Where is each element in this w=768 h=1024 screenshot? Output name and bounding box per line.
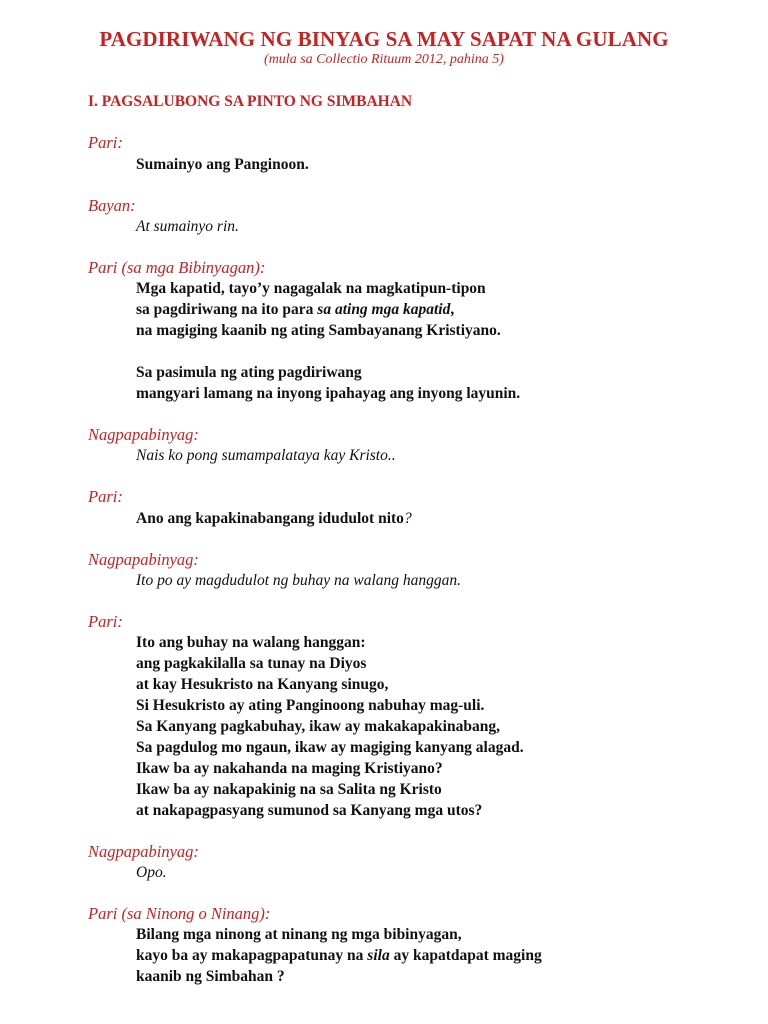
text-line: kaanib ng Simbahan ? bbox=[136, 968, 285, 985]
text-line: Sa pagdulog mo ngaun, ikaw ay magiging kanyang alagad. bbox=[136, 739, 524, 756]
text-line: mangyari lamang na inyong ipahayag ang inyong layunin. bbox=[136, 385, 521, 402]
text-line: Mga kapatid, tayo’y nagagalak na magkatipun-tipon bbox=[136, 280, 486, 297]
text-line: Si Hesukristo ay ating Panginoong nabuhay mag-uli. bbox=[136, 697, 485, 714]
text-segment: ay kapatdapat maging bbox=[389, 947, 542, 964]
text-segment-emphasis: ? bbox=[403, 510, 412, 527]
text-line: Ito po ay magdudulot ng buhay na walang hanggan. bbox=[136, 572, 462, 589]
document-subtitle: (mula sa Collectio Rituum 2012, pahina 5) bbox=[264, 52, 504, 67]
text-line bbox=[136, 947, 542, 965]
text-line: na magiging kaanib ng ating Sambayanang Kristiyano. bbox=[136, 322, 501, 339]
text-line: At sumainyo rin. bbox=[136, 218, 239, 235]
speaker-label: Bayan: bbox=[88, 196, 136, 215]
text-line: Ito ang buhay na walang hanggan: bbox=[136, 634, 366, 651]
document-title: PAGDIRIWANG NG BINYAG SA MAY SAPAT NA GULANG bbox=[99, 27, 669, 51]
text-line: Ikaw ba ay nakahanda na maging Kristiyano? bbox=[136, 760, 443, 777]
speaker-label: Pari: bbox=[88, 612, 123, 631]
text-line: at kay Hesukristo na Kanyang sinugo, bbox=[136, 676, 389, 693]
speaker-label: Nagpapabinyag: bbox=[88, 842, 199, 861]
text-line: ang pagkakilalla sa tunay na Diyos bbox=[136, 655, 367, 672]
text-line: at nakapagpasyang sumunod sa Kanyang mga utos? bbox=[136, 802, 483, 819]
speaker-label: Pari: bbox=[88, 487, 123, 506]
text-line: Sumainyo ang Panginoon. bbox=[136, 156, 309, 173]
text-segment-emphasis: sila bbox=[367, 947, 390, 964]
text-line: Nais ko pong sumampalataya kay Kristo.. bbox=[136, 447, 396, 464]
text-segment: kayo ba ay makapagpapatunay na bbox=[136, 947, 368, 964]
text-line bbox=[136, 510, 412, 528]
section-heading: I. PAGSALUBONG SA PINTO NG SIMBAHAN bbox=[88, 93, 413, 110]
speaker-label: Nagpapabinyag: bbox=[88, 550, 199, 569]
speaker-label: Pari: bbox=[88, 133, 123, 152]
text-line: Sa pasimula ng ating pagdiriwang bbox=[136, 364, 362, 381]
text-line: Ikaw ba ay nakapakinig na sa Salita ng Kristo bbox=[136, 781, 442, 798]
text-line: Bilang mga ninong at ninang ng mga bibinyagan, bbox=[136, 926, 462, 943]
speaker-label: Pari (sa Ninong o Ninang): bbox=[88, 904, 271, 923]
text-line: Opo. bbox=[136, 864, 167, 881]
speaker-label: Nagpapabinyag: bbox=[88, 425, 199, 444]
text-segment: sa pagdiriwang na ito para bbox=[136, 301, 318, 318]
text-line: Sa Kanyang pagkabuhay, ikaw ay makakapakinabang, bbox=[136, 718, 500, 735]
text-segment-emphasis: sa ating mga kapatid bbox=[317, 301, 451, 318]
text-segment: , bbox=[450, 301, 455, 318]
text-segment: Ano ang kapakinabangang idudulot nito bbox=[136, 510, 404, 527]
text-line bbox=[136, 301, 454, 319]
speaker-label: Pari (sa mga Bibinyagan): bbox=[88, 258, 266, 277]
